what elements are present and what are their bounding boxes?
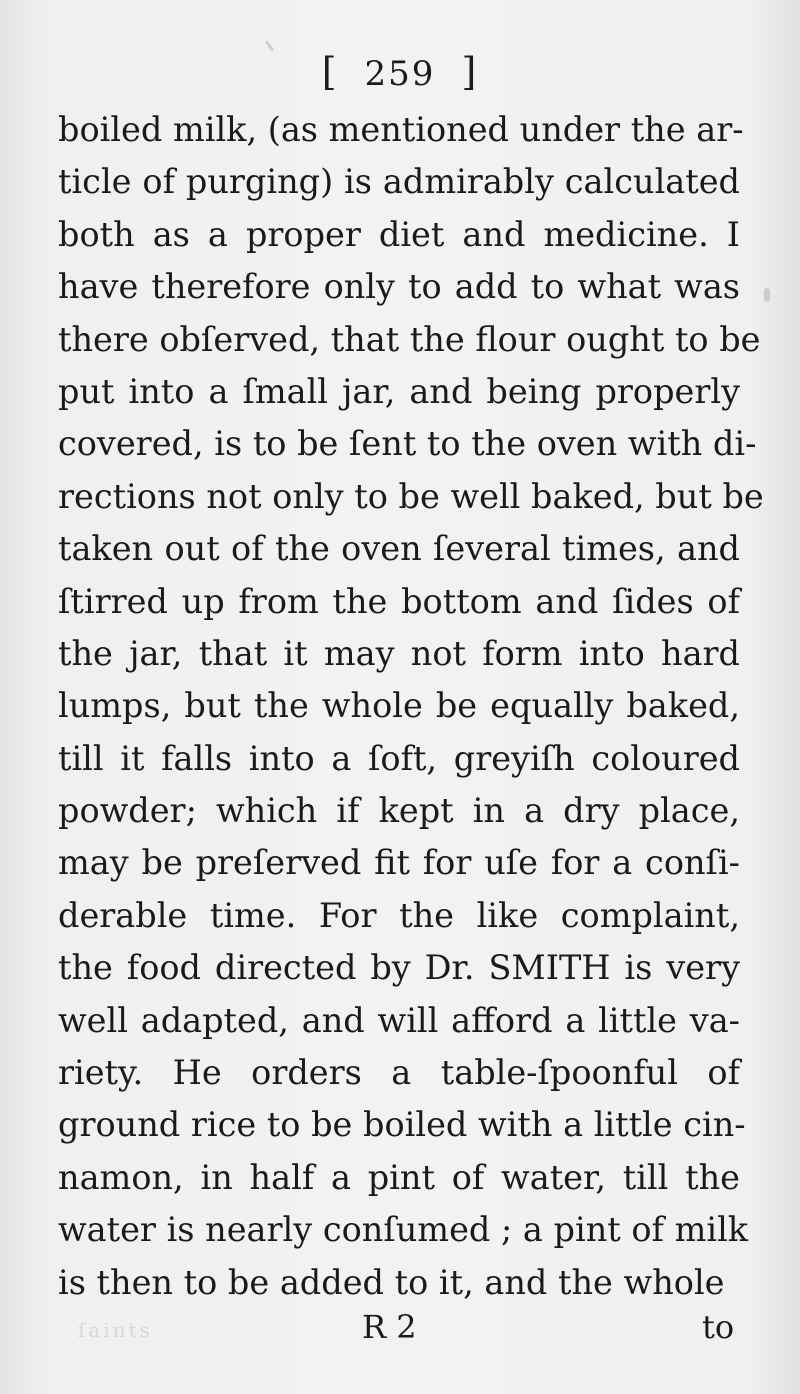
text-line: derable time. For the like complaint, xyxy=(58,895,740,935)
text-line: the jar, that it may not form into hard xyxy=(58,633,740,673)
page-header xyxy=(0,50,800,94)
text-line: ticle of purging) is admirably calculated xyxy=(58,162,740,202)
text-line: powder; which if kept in a dry place, xyxy=(58,791,740,831)
text-line: there obſerved, that the flour ought to be xyxy=(58,319,761,359)
bracket-close: ] xyxy=(461,50,479,94)
text-line: covered, is to be ſent to the oven with di- xyxy=(58,424,757,464)
text-line: put into a ſmall jar, and being properly xyxy=(58,371,740,411)
text-line: have therefore only to add to what was xyxy=(58,267,740,307)
text-line: boiled milk, (as mentioned under the ar- xyxy=(58,110,744,149)
text-line: till it falls into a ſoft, greyiſh coloured xyxy=(58,738,740,778)
page-number: 259 xyxy=(364,54,436,94)
text-line: both as a proper diet and medicine. I xyxy=(58,214,740,254)
text-line: ſtirred up from the bottom and ſides of xyxy=(58,581,740,621)
text-line: well adapted, and will afford a little va- xyxy=(58,1000,740,1040)
text-line: water is nearly conſumed ; a pint of milk xyxy=(58,1210,749,1250)
text-line: rections not only to be well baked, but be xyxy=(58,476,764,516)
bracket-open: [ xyxy=(321,50,339,94)
text-line: is then to be added to it, and the whole xyxy=(58,1262,725,1302)
text-line: taken out of the oven ſeveral times, and xyxy=(58,529,740,569)
ink-speck xyxy=(764,288,770,302)
text-line: namon, in half a pint of water, till the xyxy=(58,1157,740,1197)
text-line: ground rice to be boiled with a little cin- xyxy=(58,1105,746,1145)
text-line: may be preſerved fit for uſe for a conſi- xyxy=(58,843,740,883)
text-line: riety. He orders a table-ſpoonful of xyxy=(58,1053,740,1093)
catchword: to xyxy=(702,1308,735,1346)
page-footer xyxy=(0,1308,800,1358)
body-text xyxy=(58,104,764,1309)
text-line: the food directed by Dr. SMITH is very xyxy=(58,948,740,988)
bleed-through-text: ſaints xyxy=(78,1318,153,1342)
signature-mark: R 2 xyxy=(362,1308,417,1346)
text-line: lumps, but the whole be equally baked, xyxy=(58,686,740,726)
